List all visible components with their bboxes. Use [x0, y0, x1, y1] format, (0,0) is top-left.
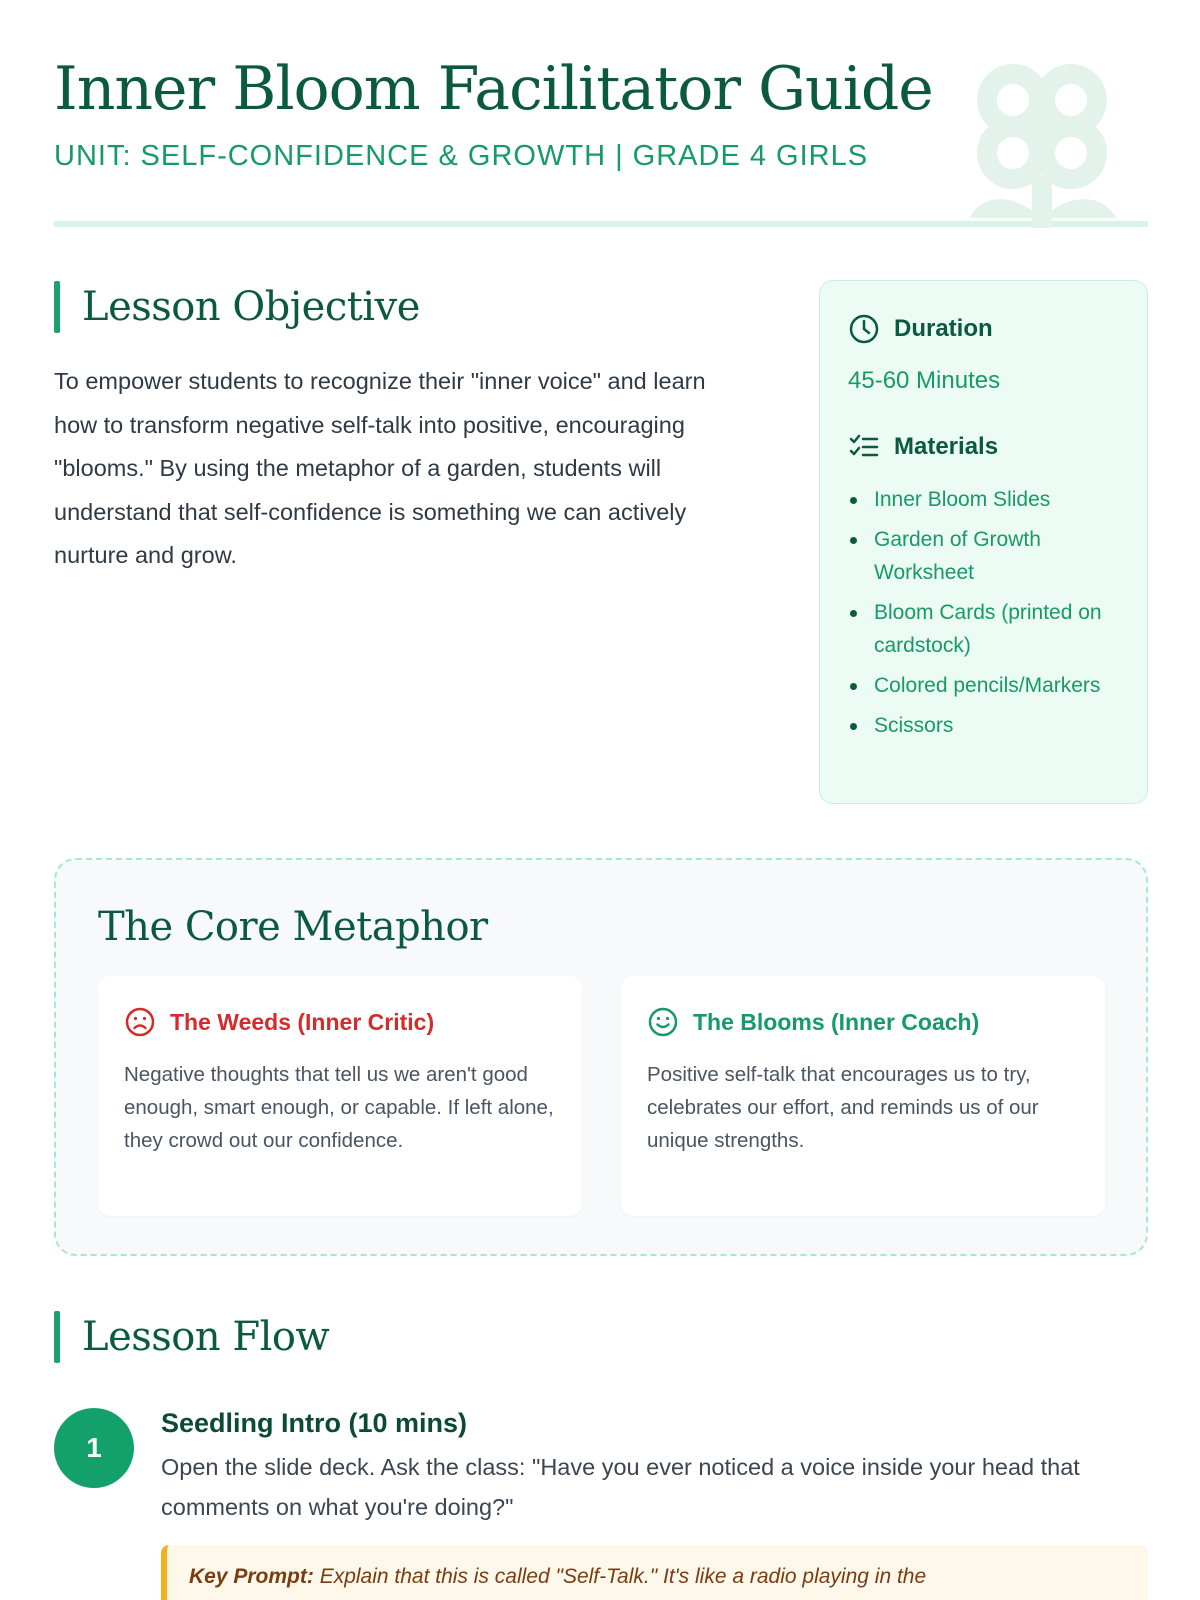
duration-value: 45-60 Minutes	[848, 367, 1001, 394]
lesson-objective-section	[54, 280, 754, 578]
list-item: Inner Bloom Slides	[848, 483, 1119, 516]
list-item: Garden of Growth Worksheet	[848, 523, 1119, 589]
step-text: Open the slide deck. Ask the class: "Have you ever noticed a voice inside your head that comments on what you're doing?"	[161, 1454, 1080, 1520]
lesson-info-card	[819, 280, 1148, 804]
flower-icon	[968, 58, 1118, 228]
checklist-icon	[848, 431, 880, 463]
guide-page	[54, 0, 1148, 1588]
duration-label: Duration	[894, 315, 993, 342]
blooms-title: The Blooms (Inner Coach)	[693, 1008, 980, 1035]
weeds-card	[98, 976, 582, 1216]
core-metaphor-section	[54, 858, 1148, 1256]
heading-accent-bar	[54, 281, 60, 333]
weeds-text: Negative thoughts that tell us we aren't good enough, smart enough, or capable. If left alone, they crowd out our confidence.	[124, 1063, 554, 1152]
page-header	[54, 0, 1148, 227]
flow-heading: Lesson Flow	[82, 1314, 330, 1360]
materials-list	[848, 483, 1119, 742]
objective-heading: Lesson Objective	[82, 284, 420, 330]
unit-subtitle: UNIT: SELF-CONFIDENCE & GROWTH | GRADE 4 GIRLS	[54, 140, 869, 172]
step-number: 1	[54, 1408, 134, 1488]
list-item: Colored pencils/Markers	[848, 669, 1119, 702]
materials-heading	[848, 431, 1119, 463]
key-prompt-callout	[161, 1545, 1148, 1600]
lesson-step	[54, 1408, 1148, 1600]
materials-label: Materials	[894, 433, 999, 460]
list-item: Scissors	[848, 709, 1119, 742]
weeds-title: The Weeds (Inner Critic)	[170, 1008, 435, 1035]
objective-text: To empower students to recognize their "inner voice" and learn how to transform negative self-talk into positive, encouraging "blooms." By using the metaphor of a garden, students will understand that self-confidence is something we can actively nurture and grow.	[54, 368, 706, 568]
key-prompt-text: Explain that this is called "Self-Talk." It's like a radio playing in the	[319, 1565, 927, 1588]
blooms-text: Positive self-talk that encourages us to try, celebrates our effort, and reminds us of our unique strengths.	[647, 1063, 1039, 1152]
page-title: Inner Bloom Facilitator Guide	[54, 54, 933, 124]
metaphor-heading: The Core Metaphor	[98, 904, 488, 950]
key-prompt-label: Key Prompt:	[189, 1565, 314, 1588]
lesson-flow-section	[54, 1310, 1148, 1600]
smile-icon	[647, 1006, 679, 1038]
list-item: Bloom Cards (printed on cardstock)	[848, 596, 1119, 662]
step-title: Seedling Intro (10 mins)	[161, 1408, 468, 1438]
blooms-card	[621, 976, 1105, 1216]
frown-icon	[124, 1006, 156, 1038]
clock-icon	[848, 313, 880, 345]
duration-heading	[848, 313, 1119, 345]
heading-accent-bar	[54, 1311, 60, 1363]
